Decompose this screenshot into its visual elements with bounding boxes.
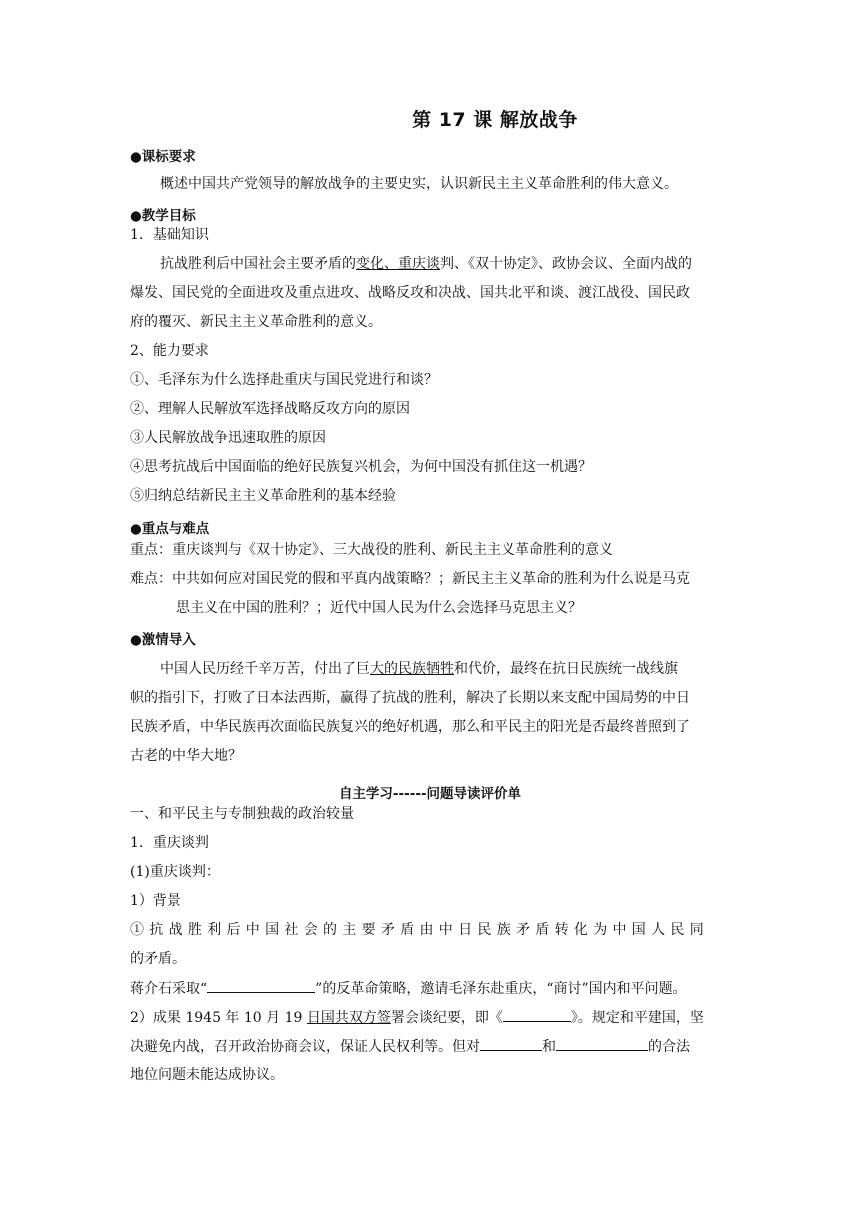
key-points: 重点：重庆谈判与《双十协定》、三大战役的胜利、新民主主义革命胜利的意义	[130, 542, 613, 558]
text-span: 决避免内战，召开政治协商会议，保证人民权利等。但对	[130, 1039, 480, 1055]
intro-line1	[160, 659, 760, 679]
heading-intro: ●激情导入	[130, 632, 196, 648]
underlined-text: 变化、重庆谈	[356, 256, 440, 272]
text-span: 署会谈纪要，即《	[390, 1010, 503, 1026]
study-title: 自主学习------问题导读评价单	[338, 786, 522, 802]
page-title: 第 17 课 解放战争	[412, 109, 578, 131]
study-line-4: 1）背景	[130, 893, 181, 909]
fill-blank[interactable]	[556, 1036, 648, 1051]
heading-key-difficult: ●重点与难点	[130, 521, 210, 537]
curriculum-text: 概述中国共产党领导的解放战争的主要史实，认识新民主主义革命胜利的伟大意义。	[160, 176, 678, 192]
underlined-text: 大的民族牺牲	[370, 661, 454, 677]
ability-item-1: ①、毛泽东为什么选择赴重庆与国民党进行和谈？	[130, 372, 438, 388]
study-line-1: 一、和平民主与专制独裁的政治较量	[130, 806, 354, 822]
text-span: ”的反革命策略，邀请毛泽东赴重庆，“商讨”国内和平问题。	[315, 981, 687, 997]
ability-item-2: ②、理解人民解放军选择战略反攻方向的原因	[130, 401, 410, 417]
study-line-6: 的矛盾。	[130, 951, 186, 967]
knowledge-para-line1	[160, 254, 760, 274]
heading-goals: ●教学目标	[130, 208, 196, 224]
difficult-points-line2: 思主义在中国的胜利？；近代中国人民为什么会选择马克思主义？	[176, 600, 582, 616]
text-span: 抗战胜利后中国社会主要矛盾的	[160, 256, 356, 272]
heading-curriculum: ●课标要求	[130, 149, 196, 165]
fill-blank[interactable]	[207, 978, 315, 993]
intro-line3: 民族矛盾，中华民族再次面临民族复兴的绝好机遇，那么和平民主的阳光是否最终普照到了	[130, 719, 690, 735]
knowledge-para-line3: 府的覆灭、新民主主义革命胜利的意义。	[130, 314, 382, 330]
fill-blank[interactable]	[480, 1036, 542, 1051]
study-line-8	[130, 1007, 730, 1028]
intro-line2: 帜的指引下，打败了日本法西斯，赢得了抗战的胜利，解决了长期以来支配中国局势的中日	[130, 690, 690, 706]
text-span: 的合法	[648, 1039, 690, 1055]
goals-ability: 2、能力要求	[130, 343, 209, 359]
intro-line4: 古老的中华大地？	[130, 748, 242, 764]
study-line-5: ①抗战胜利后中国社会的主要矛盾由中日民族矛盾转化为中国人民同	[130, 922, 709, 938]
text-span: 》。规定和平建国，坚	[570, 1010, 704, 1026]
knowledge-para-line2: 爆发、国民党的全面进攻及重点进攻、战略反攻和决战、国共北平和谈、渡江战役、国民政	[130, 285, 690, 301]
text-span: 和	[542, 1039, 556, 1055]
study-line-9	[130, 1036, 730, 1057]
text-span: 2）成果 1945 年 10 月 19	[130, 1010, 307, 1026]
study-line-3: (1)重庆谈判：	[130, 864, 220, 880]
ability-item-4: ④思考抗战后中国面临的绝好民族复兴机会，为何中国没有抓住这一机遇？	[130, 459, 592, 475]
text-span: 蒋介石采取“	[130, 981, 208, 997]
study-line-10: 地位问题未能达成协议。	[130, 1067, 284, 1083]
underlined-text: 日国共双方签	[306, 1010, 391, 1026]
text-span: 判、《双十协定》、政协会议、全面内战的	[440, 256, 692, 272]
text-span: 中国人民历经千辛万苦，付出了巨	[160, 661, 370, 677]
study-line-2: 1．重庆谈判	[130, 835, 209, 851]
study-line-7	[130, 978, 730, 999]
ability-item-3: ③人民解放战争迅速取胜的原因	[130, 430, 326, 446]
goals-basic-knowledge: 1．基础知识	[130, 227, 209, 243]
difficult-points-line1: 难点：中共如何应对国民党的假和平真内战策略？；新民主主义革命的胜利为什么说是马克	[130, 571, 690, 587]
fill-blank[interactable]	[503, 1007, 571, 1022]
text-span: 和代价，最终在抗日民族统一战线旗	[454, 661, 678, 677]
ability-item-5: ⑤归纳总结新民主主义革命胜利的基本经验	[130, 488, 396, 504]
